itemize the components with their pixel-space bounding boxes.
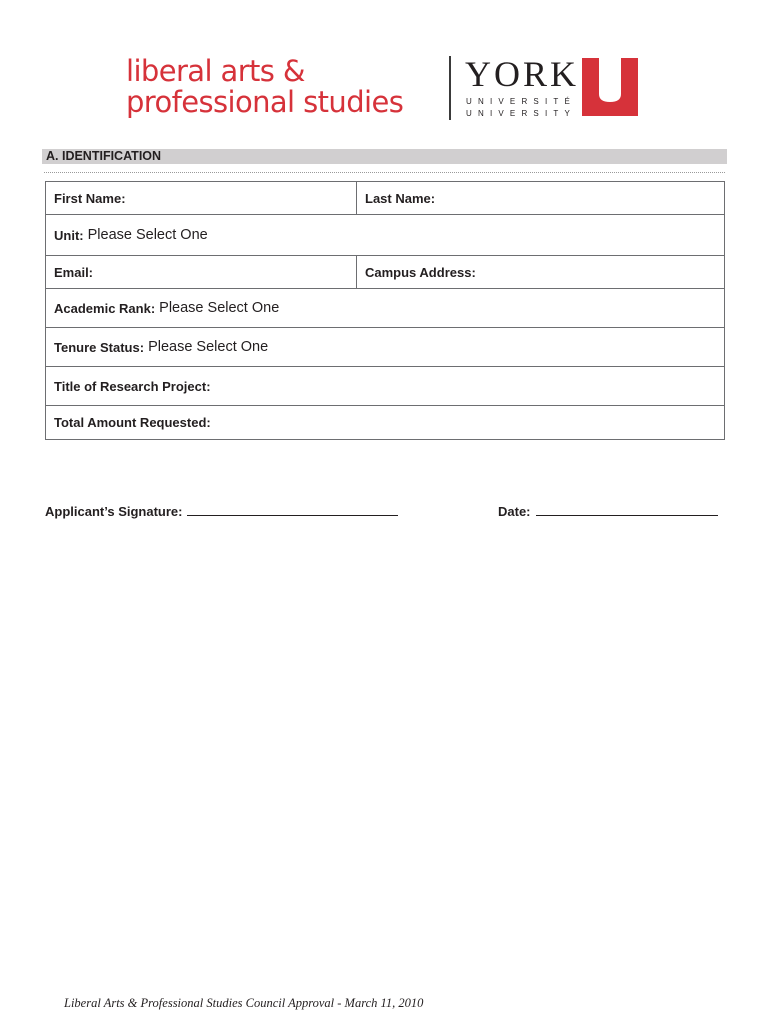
unit-select[interactable] — [46, 215, 724, 255]
email-field[interactable] — [46, 256, 357, 288]
unit-label: Unit: — [54, 227, 84, 243]
laps-logo-text — [126, 56, 403, 118]
york-u-logo-icon — [582, 58, 638, 116]
section-title: A. IDENTIFICATION — [46, 149, 162, 163]
row-academic-rank — [46, 289, 724, 328]
section-divider — [44, 172, 725, 173]
row-names — [46, 182, 724, 215]
header-logo — [124, 52, 644, 122]
york-subtitle-en: UNIVERSITY — [466, 109, 577, 118]
campus-address-field[interactable] — [357, 256, 484, 288]
logo-line-1: liberal arts & — [126, 54, 305, 88]
project-title-label: Title of Research Project: — [54, 378, 211, 394]
logo-line-2: professional studies — [126, 85, 404, 119]
tenure-status-value[interactable]: Please Select One — [148, 339, 269, 355]
signature-date — [498, 504, 718, 519]
academic-rank-label: Academic Rank: — [54, 300, 156, 316]
applicant-signature — [45, 504, 398, 519]
first-name-label: First Name: — [54, 190, 126, 206]
applicant-signature-label: Applicant’s Signature: — [45, 504, 183, 519]
last-name-field[interactable] — [357, 182, 443, 214]
tenure-status-select[interactable] — [46, 328, 724, 366]
unit-value[interactable]: Please Select One — [87, 227, 208, 243]
row-contact — [46, 256, 724, 289]
project-title-field[interactable] — [46, 367, 724, 405]
applicant-signature-line[interactable] — [187, 505, 398, 516]
tenure-status-label: Tenure Status: — [54, 339, 145, 355]
campus-address-label: Campus Address: — [365, 264, 476, 280]
section-header-bar — [42, 149, 727, 164]
date-label: Date: — [498, 504, 531, 519]
date-line[interactable] — [536, 505, 718, 516]
row-tenure-status — [46, 328, 724, 367]
row-project-title — [46, 367, 724, 406]
academic-rank-select[interactable] — [46, 289, 724, 327]
academic-rank-value[interactable]: Please Select One — [159, 300, 280, 316]
identification-form — [45, 181, 725, 440]
york-wordmark: YORK — [465, 54, 580, 94]
amount-requested-field[interactable] — [46, 406, 724, 439]
row-amount — [46, 406, 724, 439]
last-name-label: Last Name: — [365, 190, 436, 206]
row-unit — [46, 215, 724, 256]
email-label: Email: — [54, 264, 94, 280]
logo-divider — [449, 56, 451, 120]
footer-note: Liberal Arts & Professional Studies Council Approval - March 11, 2010 — [64, 996, 424, 1010]
york-subtitle-fr: UNIVERSITÉ — [466, 97, 577, 106]
first-name-field[interactable] — [46, 182, 357, 214]
amount-requested-label: Total Amount Requested: — [54, 415, 211, 430]
